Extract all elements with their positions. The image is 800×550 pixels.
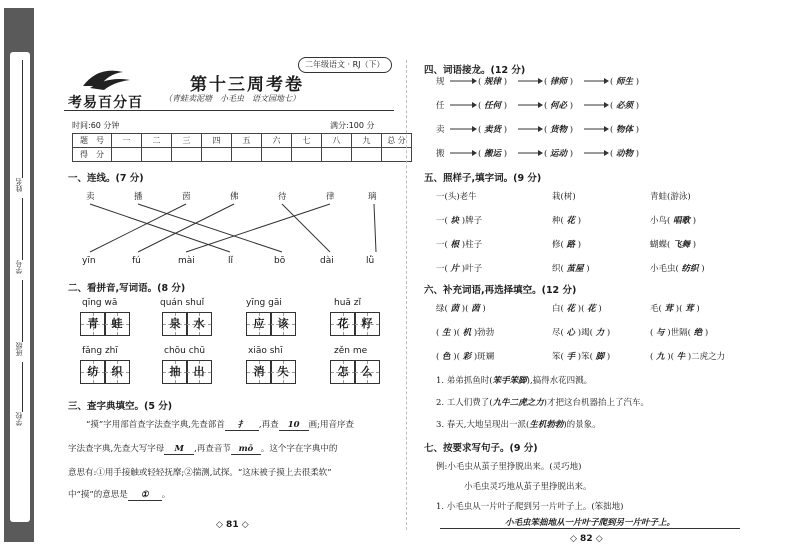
example-item: 栽(树)	[552, 192, 576, 202]
pinyin-prompt: qīng wā	[82, 298, 118, 308]
page-title: 第十三周考卷	[190, 75, 304, 95]
table-cell: 五	[232, 134, 262, 148]
pinyin-prompt: chōu chū	[164, 346, 206, 356]
choice-sentence: 1. 弟弟抓鱼时(笨手笨脚),搞得水花四溅。	[436, 376, 593, 386]
match-char: 璃	[368, 192, 377, 202]
table-cell: 二	[142, 134, 172, 148]
answer-blank[interactable]: 生机勃勃	[529, 420, 564, 430]
score-cell[interactable]	[202, 148, 232, 162]
table-cell: 八	[322, 134, 352, 148]
fill-item[interactable]: 小鸟( 唱歌 )	[650, 216, 697, 226]
subtitle: （青蛙卖泥塘 小毛虫 语文园地七）	[164, 94, 300, 103]
section-3-title: 三、查字典填空。(5 分)	[68, 401, 173, 412]
pinyin-prompt: quán shuǐ	[160, 298, 205, 308]
writing-box[interactable]: 青	[80, 312, 106, 336]
pinyin-prompt: huā zǐ	[334, 298, 362, 308]
binding-line	[22, 60, 23, 178]
fill-item[interactable]: 一( 根 )柱子	[436, 240, 483, 250]
score-cell[interactable]	[292, 148, 322, 162]
page-divider	[406, 60, 407, 530]
answer-blank[interactable]: 笨手笨脚	[492, 376, 527, 386]
pinyin-prompt: yīng gāi	[246, 298, 282, 308]
chain-slot[interactable]: ( 何必 )	[544, 101, 574, 111]
table-cell: 一	[112, 134, 142, 148]
chain-slot[interactable]: ( 卖货 )	[478, 125, 508, 135]
logo-icon	[78, 64, 138, 94]
idiom-item[interactable]: ( 与 )世隔( 绝 )	[650, 328, 709, 338]
table-cell: 六	[262, 134, 292, 148]
chain-slot[interactable]: ( 运动 )	[544, 149, 574, 159]
match-pinyin: lǐ	[228, 256, 234, 266]
writing-box[interactable]: 应	[246, 312, 272, 336]
writing-box[interactable]: 泉	[162, 312, 188, 336]
chain-slot[interactable]: ( 师生 )	[610, 77, 640, 87]
fill-item[interactable]: 一( 块 )牌子	[436, 216, 483, 226]
chain-head: 规	[436, 77, 445, 87]
idiom-item[interactable]: 尽( 心 )竭( 力 )	[552, 328, 611, 338]
section-2-title: 二、看拼音,写词语。(8 分)	[68, 283, 186, 294]
idiom-item[interactable]: 笨( 手 )笨( 脚 )	[552, 352, 611, 362]
page-number-right: ◇ 82 ◇	[570, 534, 603, 544]
answer-blank[interactable]: M	[164, 444, 194, 455]
match-pinyin: fú	[132, 256, 141, 266]
table-cell: 四	[202, 134, 232, 148]
id-label: 学号	[15, 260, 23, 274]
idiom-item[interactable]: 毛( 茸 )( 茸 )	[650, 304, 700, 314]
writing-box[interactable]: 籽	[354, 312, 380, 336]
pinyin-prompt: zěn me	[334, 346, 368, 356]
match-pinyin: bō	[274, 256, 286, 266]
match-pinyin: lǜ	[366, 256, 375, 266]
score-cell[interactable]	[352, 148, 382, 162]
score-cell[interactable]	[322, 148, 352, 162]
fill-item[interactable]: 修( 路 )	[552, 240, 582, 250]
writing-box[interactable]: 失	[270, 360, 296, 384]
answer-blank[interactable]: ①	[128, 490, 162, 501]
writing-box[interactable]: 抽	[162, 360, 188, 384]
table-row	[73, 148, 412, 162]
fill-item[interactable]: 小毛虫( 纺织 )	[650, 264, 705, 274]
writing-box[interactable]: 怎	[330, 360, 356, 384]
chain-slot[interactable]: ( 物体 )	[610, 125, 640, 135]
choice-sentence: 2. 工人们费了(九牛二虎之力)才把这台机器抬上了汽车。	[436, 398, 649, 408]
writing-box[interactable]: 织	[104, 360, 130, 384]
chain-head: 卖	[436, 125, 445, 135]
writing-box[interactable]: 花	[330, 312, 356, 336]
fill-item[interactable]: 蝴蝶( 飞舞 )	[650, 240, 697, 250]
writing-box[interactable]: 消	[246, 360, 272, 384]
chain-slot[interactable]: ( 规律 )	[478, 77, 508, 87]
grade-badge: 二年级语文 · RJ（下）	[298, 57, 392, 73]
example-item: 一(头)老牛	[436, 192, 477, 202]
binding-line	[22, 362, 23, 412]
answer-blank[interactable]: 扌	[225, 418, 259, 431]
table-cell: 七	[292, 134, 322, 148]
idiom-item[interactable]: ( 色 )( 彩 )斑斓	[436, 352, 495, 362]
dictionary-line-3: 意思有:①用手接触或轻轻抚摩;②揣测,试探。“这床被子摸上去很柔软”	[68, 468, 332, 478]
dictionary-line-2: 字法查字典,先查大写字母 M ,再查音节 mō 。这个字在字典中的	[68, 444, 338, 454]
page-number-left: ◇ 81 ◇	[216, 520, 249, 530]
writing-box[interactable]: 该	[270, 312, 296, 336]
score-cell[interactable]	[232, 148, 262, 162]
sentence-answer-line[interactable]: 小毛虫笨拙地从一片叶子爬到另一片叶子上。	[440, 516, 740, 529]
sentence-question: 1. 小毛虫从一片叶子爬到另一片叶子上。(笨拙地)	[436, 502, 624, 512]
answer-blank[interactable]: 10	[279, 420, 309, 431]
chain-head: 搬	[436, 149, 445, 159]
table-cell: 得 分	[73, 148, 112, 162]
table-cell: 三	[172, 134, 202, 148]
school-label: 学校	[15, 412, 23, 426]
writing-box[interactable]: 蛙	[104, 312, 130, 336]
dictionary-line-1: “摸”字用部首查字法查字典,先查部首 扌 ,再查 10 画;用音序查	[86, 420, 354, 430]
chain-slot[interactable]: ( 必须 )	[610, 101, 640, 111]
fill-item[interactable]: 织( 茧屋 )	[552, 264, 590, 274]
full-score: 满分:100 分	[330, 121, 375, 130]
chain-slot[interactable]: ( 任何 )	[478, 101, 508, 111]
section-7-title: 七、按要求写句子。(9 分)	[424, 443, 538, 454]
strip-brand: 考易百分百	[15, 445, 24, 485]
table-cell: 九	[352, 134, 382, 148]
match-pinyin: mài	[178, 256, 195, 266]
match-pinyin: yīn	[82, 256, 96, 266]
answer-blank[interactable]: 九牛二虎之力	[492, 398, 544, 408]
score-table	[72, 133, 412, 162]
section-6-title: 六、补充词语,再选择填空。(12 分)	[424, 285, 577, 296]
idiom-item[interactable]: 绿( 茵 )( 茵 )	[436, 304, 486, 314]
chain-slot[interactable]: ( 搬运 )	[478, 149, 508, 159]
chain-head: 任	[436, 101, 445, 111]
table-cell: 题 号	[73, 134, 112, 148]
score-cell[interactable]	[172, 148, 202, 162]
match-char: 待	[278, 192, 287, 202]
class-label: 班级	[15, 342, 23, 356]
dictionary-line-4: 中“摸”的意思是 ① 。	[68, 490, 171, 500]
time-limit: 时间:60 分钟	[72, 121, 120, 130]
answer-blank[interactable]: mō	[231, 444, 261, 455]
writing-box[interactable]: 纺	[80, 360, 106, 384]
idiom-item[interactable]: 白( 花 )( 花 )	[552, 304, 602, 314]
pinyin-prompt: xiāo shī	[248, 346, 283, 356]
idiom-item[interactable]: ( 九 )( 牛 )二虎之力	[650, 352, 726, 362]
example-sentence: 例:小毛虫从茧子里挣脱出来。(灵巧地)	[436, 462, 582, 472]
score-cell[interactable]	[382, 148, 412, 162]
match-char: 律	[326, 192, 335, 202]
idiom-item[interactable]: ( 生 )( 机 )勃勃	[436, 328, 495, 338]
fill-item[interactable]: 一( 片 )叶子	[436, 264, 483, 274]
choice-sentence: 3. 春天,大地呈现出一派(生机勃勃)的景象。	[436, 420, 601, 430]
score-cell[interactable]	[142, 148, 172, 162]
table-row	[73, 134, 412, 148]
chain-slot[interactable]: ( 货物 )	[544, 125, 574, 135]
binding-line	[22, 280, 23, 342]
match-char: 播	[134, 192, 143, 202]
table-cell: 总 分	[382, 134, 412, 148]
fill-item[interactable]: 种( 花 )	[552, 216, 582, 226]
example-item: 青蛙(游泳)	[650, 192, 691, 202]
binding-line	[22, 198, 23, 260]
section-1-title: 一、连线。(7 分)	[68, 173, 144, 184]
header-rule	[64, 110, 394, 111]
match-pinyin: dài	[320, 256, 334, 266]
match-char: 佛	[230, 192, 239, 202]
writing-box[interactable]: 水	[186, 312, 212, 336]
match-char: 卖	[86, 192, 95, 202]
name-label: 姓名	[15, 178, 23, 192]
score-cell[interactable]	[262, 148, 292, 162]
section-4-title: 四、词语接龙。(12 分)	[424, 65, 526, 76]
writing-box[interactable]: 么	[354, 360, 380, 384]
writing-box[interactable]: 出	[186, 360, 212, 384]
section-5-title: 五、照样子,填字词。(9 分)	[424, 173, 542, 184]
chain-slot[interactable]: ( 动物 )	[610, 149, 640, 159]
matching-lines	[60, 200, 400, 256]
match-char: 茵	[182, 192, 191, 202]
example-answer: 小毛虫灵巧地从茧子里挣脱出来。	[464, 482, 592, 492]
pinyin-prompt: fǎng zhī	[82, 346, 118, 356]
logo-text: 考易百分百	[68, 95, 143, 111]
score-cell[interactable]	[112, 148, 142, 162]
chain-slot[interactable]: ( 律师 )	[544, 77, 574, 87]
